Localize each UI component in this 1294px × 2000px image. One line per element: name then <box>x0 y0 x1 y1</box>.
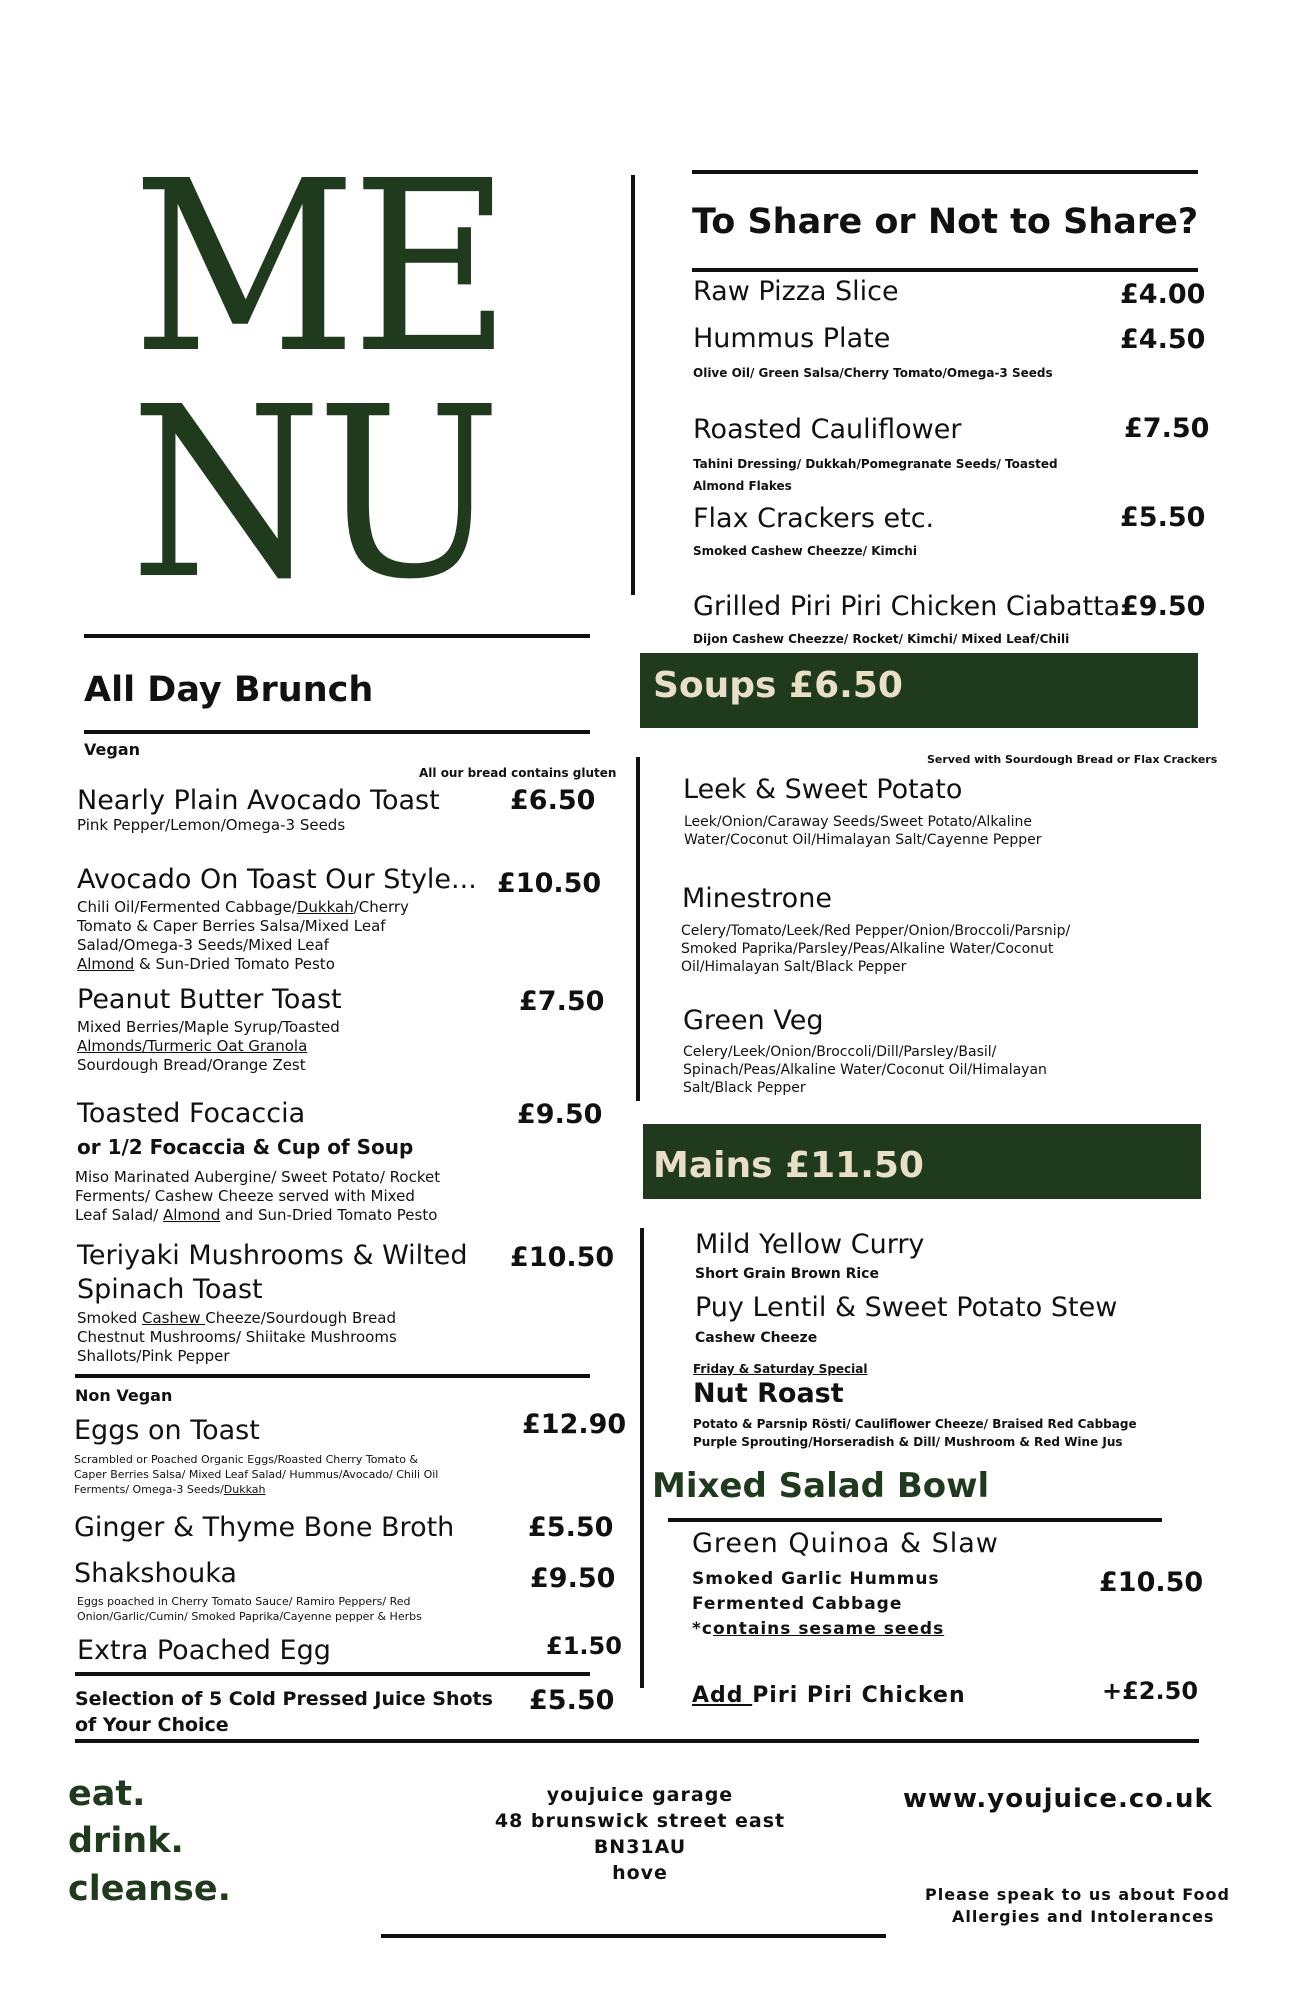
slogan-eat: eat. <box>68 1774 146 1814</box>
mains-banner-title: Mains £11.50 <box>653 1145 924 1186</box>
brunch-item-desc: Leaf Salad/ Almond and Sun-Dried Tomato Pesto <box>75 1206 438 1224</box>
footer-address <box>450 1782 830 1886</box>
allergy-note-line1: Please speak to us about Food <box>925 1885 1230 1904</box>
soup-item-name: Minestrone <box>682 883 832 914</box>
brunch-title-rule <box>84 730 590 734</box>
soup-item-desc: Celery/Tomato/Leek/Red Pepper/Onion/Broccoli/Parsnip/ <box>681 923 1071 939</box>
brunch-title: All Day Brunch <box>84 670 374 710</box>
menu-logo-top: ME <box>132 130 506 405</box>
nonvegan-item-desc: Onion/Garlic/Cumin/ Smoked Paprika/Cayenne pepper & Herbs <box>77 1610 422 1623</box>
share-title-rule <box>692 268 1198 272</box>
mains-item-desc: Purple Sprouting/Horseradish & Dill/ Mushroom & Red Wine Jus <box>693 1435 1123 1449</box>
brunch-item-desc: Chestnut Mushrooms/ Shiitake Mushrooms <box>77 1328 397 1346</box>
mains-item-name: Puy Lentil & Sweet Potato Stew <box>695 1292 1118 1323</box>
slogan-drink: drink. <box>68 1821 184 1861</box>
allergy-note-line2: Allergies and Intolerances <box>952 1907 1215 1926</box>
salad-addon: Add Piri Piri Chicken <box>692 1683 966 1708</box>
share-top-rule <box>692 170 1198 174</box>
brunch-item-price: £10.50 <box>510 1242 615 1273</box>
brunch-item-desc: Mixed Berries/Maple Syrup/Toasted <box>77 1018 340 1036</box>
salad-item-desc: *contains sesame seeds <box>692 1619 945 1639</box>
brunch-item-desc: Shallots/Pink Pepper <box>77 1347 230 1365</box>
salad-item-desc: Fermented Cabbage <box>692 1594 903 1614</box>
mains-item-desc: Potato & Parsnip Rösti/ Cauliflower Cheeze/ Braised Red Cabbage <box>693 1417 1137 1431</box>
share-item-price: £4.00 <box>1120 279 1206 310</box>
share-item-desc: Tahini Dressing/ Dukkah/Pomegranate Seeds/ Toasted <box>693 457 1058 471</box>
nonvegan-item-name: Extra Poached Egg <box>77 1635 331 1666</box>
nonvegan-item-desc: Ferments/ Omega-3 Seeds/Dukkah <box>74 1483 266 1496</box>
brunch-item-subtitle: or 1/2 Focaccia & Cup of Soup <box>77 1135 414 1159</box>
brunch-item-price: £10.50 <box>497 868 602 899</box>
nonvegan-item-price: £9.50 <box>530 1563 616 1594</box>
soup-item-desc: Salt/Black Pepper <box>683 1080 806 1096</box>
juice-item-name: Selection of 5 Cold Pressed Juice Shots <box>75 1688 493 1710</box>
share-item-name: Flax Crackers etc. <box>693 503 935 534</box>
slogan-cleanse: cleanse. <box>68 1869 231 1909</box>
juice-rule <box>75 1672 590 1676</box>
nonvegan-item-price: £1.50 <box>546 1632 622 1660</box>
share-item-price: £7.50 <box>1124 413 1210 444</box>
soup-item-desc: Water/Coconut Oil/Himalayan Salt/Cayenne Pepper <box>684 832 1042 848</box>
share-item-price: £4.50 <box>1120 324 1206 355</box>
brunch-item-name: Nearly Plain Avocado Toast <box>77 785 440 816</box>
share-item-name: Grilled Piri Piri Chicken Ciabatta <box>693 591 1121 622</box>
address-line: BN31AU <box>593 1836 687 1858</box>
brunch-item-desc: Sourdough Bread/Orange Zest <box>77 1056 306 1074</box>
salad-addon-price: +£2.50 <box>1102 1677 1199 1705</box>
mains-item-name: Nut Roast <box>693 1378 844 1409</box>
brunch-item-desc: Smoked Cashew Cheeze/Sourdough Bread <box>77 1309 397 1327</box>
brunch-item-name: Toasted Focaccia <box>77 1098 306 1129</box>
share-item-price: £5.50 <box>1120 502 1206 533</box>
share-item-name: Roasted Cauliflower <box>693 414 962 445</box>
divider-vertical-soups <box>636 757 640 1101</box>
soup-item-desc: Smoked Paprika/Parsley/Peas/Alkaline Water/Coconut <box>681 941 1054 957</box>
address-line: hove <box>612 1862 668 1884</box>
nonvegan-item-desc: Caper Berries Salsa/ Mixed Leaf Salad/ Hummus/Avocado/ Chili Oil <box>74 1468 439 1481</box>
address-line: youjuice garage <box>546 1784 734 1806</box>
mains-banner <box>643 1124 1201 1199</box>
brunch-item-desc: Almond & Sun-Dried Tomato Pesto <box>77 955 335 973</box>
salad-item-price: £10.50 <box>1099 1567 1204 1598</box>
nonvegan-item-price: £5.50 <box>528 1512 614 1543</box>
share-item-desc: Olive Oil/ Green Salsa/Cherry Tomato/Omega-3 Seeds <box>693 366 1053 380</box>
divider-vertical-mains <box>640 1228 644 1688</box>
brunch-item-desc: Ferments/ Cashew Cheeze served with Mixed <box>75 1187 415 1205</box>
brunch-item-name: Teriyaki Mushrooms & Wilted <box>77 1240 468 1271</box>
brunch-item-price: £7.50 <box>519 986 605 1017</box>
nonvegan-item-name: Shakshouka <box>74 1558 237 1589</box>
soups-banner-title: Soups £6.50 <box>653 665 903 706</box>
share-item-desc: Smoked Cashew Cheezze/ Kimchi <box>693 544 917 558</box>
website-link[interactable]: www.youjuice.co.uk <box>903 1784 1213 1814</box>
juice-item-price: £5.50 <box>529 1685 615 1716</box>
menu-logo-bottom: NU <box>130 356 496 631</box>
mains-item-desc: Cashew Cheeze <box>695 1330 818 1346</box>
brunch-item-name: Peanut Butter Toast <box>77 984 342 1015</box>
brunch-item-desc: Tomato & Caper Berries Salsa/Mixed Leaf <box>77 917 386 935</box>
brunch-item-name: Avocado On Toast Our Style... <box>77 864 477 895</box>
nonvegan-item-name: Eggs on Toast <box>74 1415 260 1446</box>
brunch-item-price: £6.50 <box>510 785 596 816</box>
footer-bottom-rule <box>381 1934 886 1938</box>
salad-title: Mixed Salad Bowl <box>652 1466 990 1506</box>
brunch-item-desc: Salad/Omega-3 Seeds/Mixed Leaf <box>77 936 329 954</box>
brunch-item-desc: Pink Pepper/Lemon/Omega-3 Seeds <box>77 816 346 834</box>
brunch-top-rule <box>84 634 590 638</box>
nonvegan-item-desc: Scrambled or Poached Organic Eggs/Roasted Cherry Tomato & <box>74 1453 418 1466</box>
soup-item-desc: Oil/Himalayan Salt/Black Pepper <box>681 959 907 975</box>
share-item-price: £9.50 <box>1120 591 1206 622</box>
brunch-item-name: Spinach Toast <box>77 1274 263 1305</box>
salad-item-name: Green Quinoa & Slaw <box>692 1528 999 1559</box>
mains-special-label: Friday & Saturday Special <box>693 1362 868 1376</box>
mains-item-name: Mild Yellow Curry <box>695 1229 925 1260</box>
soup-item-desc: Celery/Leek/Onion/Broccoli/Dill/Parsley/Basil/ <box>683 1044 997 1060</box>
share-item-name: Raw Pizza Slice <box>693 276 899 307</box>
divider-vertical-top <box>631 175 635 595</box>
soup-item-desc: Spinach/Peas/Alkaline Water/Coconut Oil/Himalayan <box>683 1062 1047 1078</box>
soup-item-desc: Leek/Onion/Caraway Seeds/Sweet Potato/Alkaline <box>684 814 1033 830</box>
brunch-item-price: £9.50 <box>517 1099 603 1130</box>
brunch-item-desc: Almonds/Turmeric Oat Granola <box>77 1037 308 1055</box>
nonvegan-rule <box>75 1374 590 1378</box>
soups-banner <box>640 653 1198 728</box>
soups-note: Served with Sourdough Bread or Flax Crackers <box>927 753 1218 766</box>
soup-item-name: Leek & Sweet Potato <box>683 774 963 805</box>
brunch-item-desc: Chili Oil/Fermented Cabbage/Dukkah/Cherry <box>77 898 409 916</box>
address-line: 48 brunswick street east <box>494 1810 786 1832</box>
salad-item-desc: Smoked Garlic Hummus <box>692 1569 940 1589</box>
gluten-note: All our bread contains gluten <box>419 766 617 780</box>
footer-top-rule <box>75 1739 1199 1743</box>
nonvegan-label: Non Vegan <box>75 1386 173 1405</box>
share-item-desc: Dijon Cashew Cheezze/ Rocket/ Kimchi/ Mixed Leaf/Chili <box>693 632 1070 646</box>
share-item-desc: Almond Flakes <box>693 479 792 493</box>
share-title: To Share or Not to Share? <box>692 202 1199 242</box>
mains-item-desc: Short Grain Brown Rice <box>695 1266 879 1282</box>
share-item-name: Hummus Plate <box>693 323 891 354</box>
vegan-label: Vegan <box>84 740 140 759</box>
soup-item-name: Green Veg <box>683 1005 824 1036</box>
salad-rule <box>668 1518 1162 1522</box>
juice-item-name: of Your Choice <box>75 1714 229 1736</box>
brunch-item-desc: Miso Marinated Aubergine/ Sweet Potato/ Rocket <box>75 1168 441 1186</box>
nonvegan-item-desc: Eggs poached in Cherry Tomato Sauce/ Ramiro Peppers/ Red <box>77 1595 411 1608</box>
nonvegan-item-name: Ginger & Thyme Bone Broth <box>74 1512 455 1543</box>
nonvegan-item-price: £12.90 <box>522 1409 627 1440</box>
